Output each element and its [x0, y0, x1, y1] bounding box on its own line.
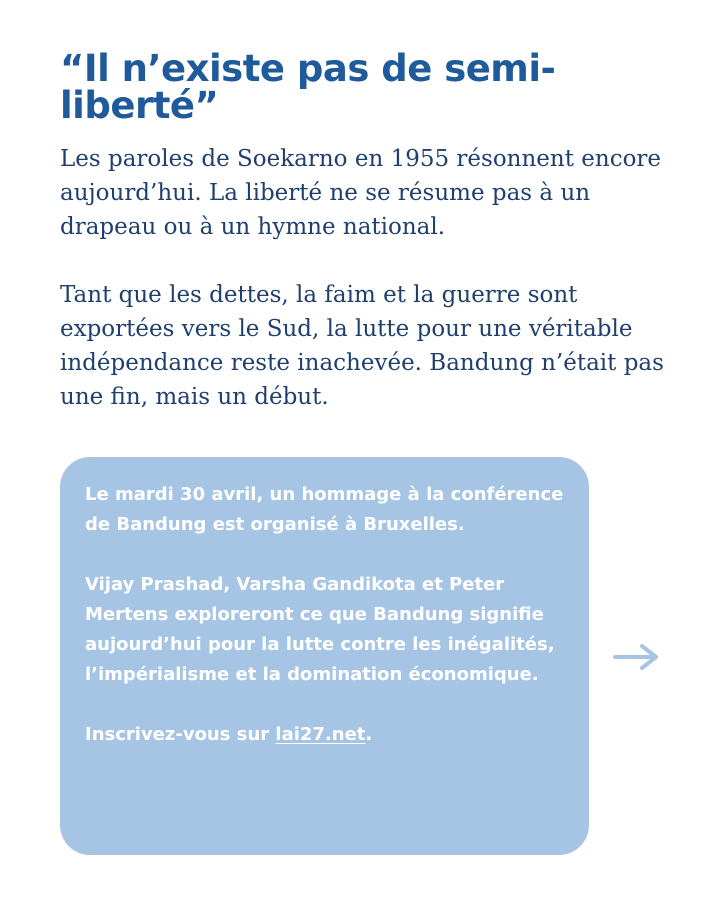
signup-line	[85, 720, 569, 750]
event-card	[60, 457, 589, 855]
intro-paragraph-1: Les paroles de Soekarno en 1955 résonnent encore aujourd’hui. La liberté ne se résume pas à un drapeau ou à un hymne national.	[60, 146, 662, 240]
signup-prefix: Inscrivez-vous sur	[85, 724, 276, 745]
event-speakers: Vijay Prashad, Varsha Gandikota et Peter Mertens exploreront ce que Bandung signifie aujourd’hui pour la lutte contre les inégalités, l’impérialisme et la domination économique.	[85, 574, 555, 685]
signup-link[interactable]: lai27.net	[275, 724, 366, 745]
page-title: “Il n’existe pas de semi-liberté”	[60, 47, 556, 127]
event-announcement: Le mardi 30 avril, un hommage à la conférence de Bandung est organisé à Bruxelles.	[85, 484, 564, 535]
signup-suffix: .	[365, 724, 373, 745]
intro-paragraph-2: Tant que les dettes, la faim et la guerre sont exportées vers le Sud, la lutte pour une véritable indépendance reste inachevée. Bandung n’était pas une fin, mais un début.	[60, 282, 664, 410]
intro-text	[60, 142, 690, 414]
arrow-right-icon[interactable]	[612, 640, 660, 674]
